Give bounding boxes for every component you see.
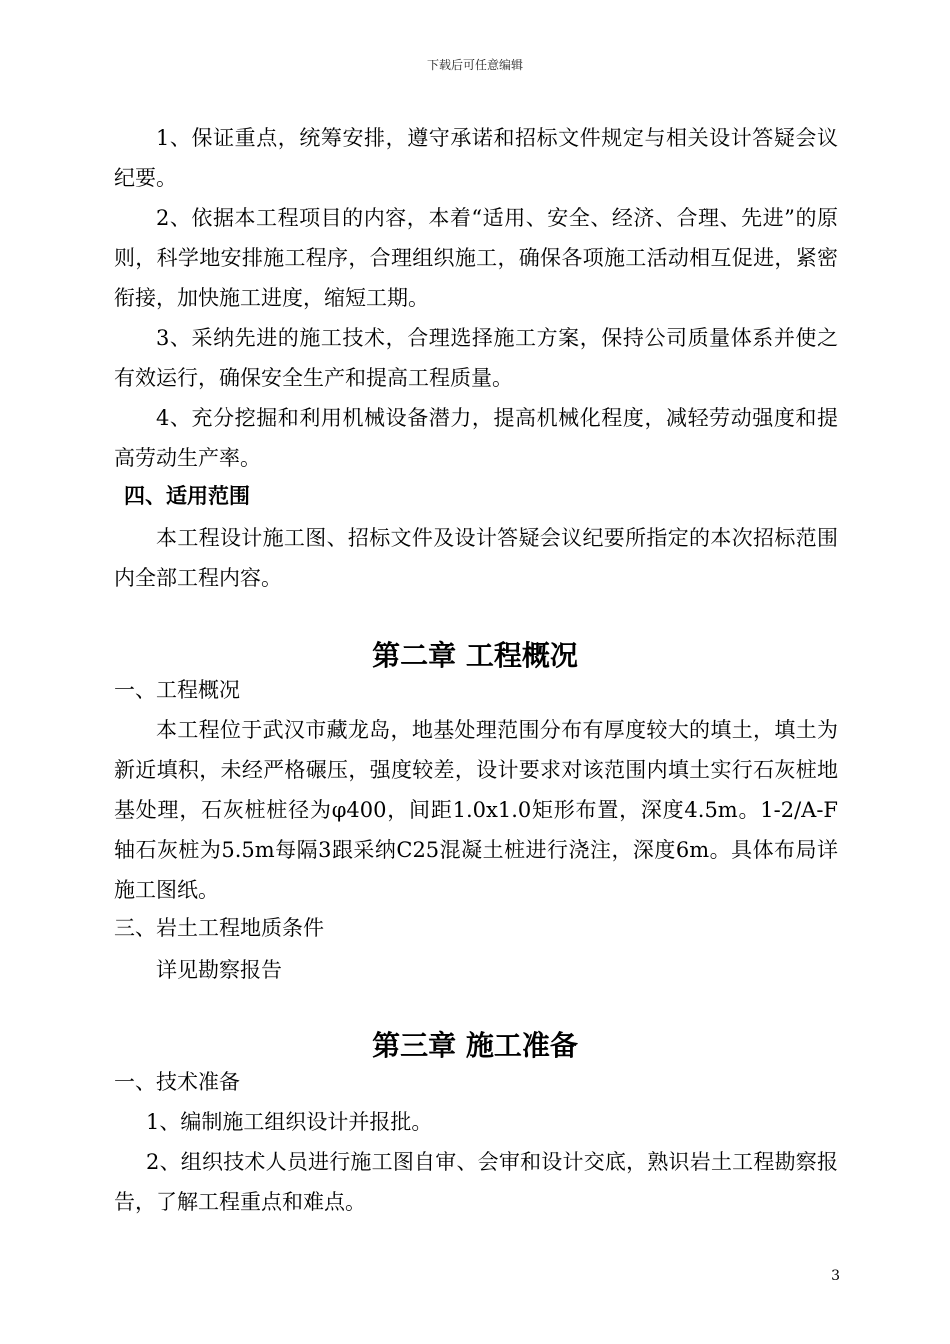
scope-heading: 四、适用范围 [124,484,250,508]
page-number: 3 [831,1268,840,1284]
chapter3-title: 第三章 施工准备 [372,1029,578,1062]
chapter2-sub3: 三、岩土工程地质条件 [114,916,324,940]
chapter2-title: 第二章 工程概况 [372,639,578,672]
chapter2-sub3-text: 详见勘察报告 [156,958,282,982]
scope-text: 本工程设计施工图、招标文件及设计答疑会议纪要所指定的本次招标范围内全部工程内容。 [114,526,838,590]
chapter2-sub1: 一、工程概况 [114,678,240,702]
principle-2: 2、依据本工程项目的内容，本着“适用、安全、经济、合理、先进”的原则，科学地安排施工程序，合理组织施工，确保各项施工活动相互促进，紧密衔接，加快施工进度，缩短工期。 [114,206,838,310]
header-note: 下载后可任意编辑 [426,58,523,72]
principle-4: 4、充分挖掘和利用机械设备潜力，提高机械化程度，减轻劳动强度和提高劳动生产率。 [114,406,838,470]
chapter2-overview: 本工程位于武汉市藏龙岛，地基处理范围分布有厚度较大的填土，填土为新近填积，未经严格碾压，强度较差，设计要求对该范围内填土实行石灰桩地基处理，石灰桩桩径为φ400，间距1.0x1.0矩形布置，深度4.5m。1-2/A-F轴石灰桩为5.5m每隔3跟采纳C25混凝土桩进行浇注，深度6m。具体布局详施工图纸。 [114,718,838,902]
principle-1: 1、保证重点，统筹安排，遵守承诺和招标文件规定与相关设计答疑会议纪要。 [114,126,838,190]
chapter3-sub1: 一、技术准备 [114,1070,240,1094]
chapter3-item1: 1、编制施工组织设计并报批。 [146,1110,433,1134]
chapter3-item2: 2、组织技术人员进行施工图自审、会审和设计交底，熟识岩土工程勘察报告，了解工程重点和难点。 [114,1150,838,1214]
principle-3: 3、采纳先进的施工技术，合理选择施工方案，保持公司质量体系并使之有效运行，确保安全生产和提高工程质量。 [114,326,838,390]
